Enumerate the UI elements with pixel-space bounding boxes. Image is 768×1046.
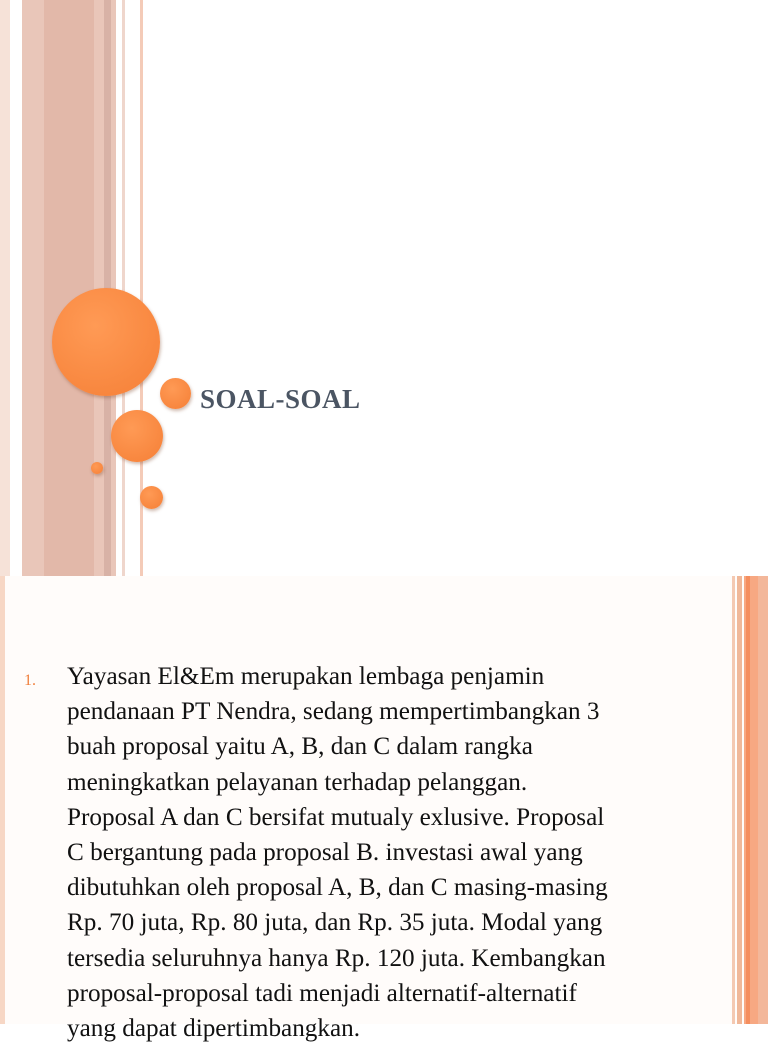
decor-line (746, 576, 750, 1024)
text-line: Yayasan El&Em merupakan lembaga penjamin (67, 663, 545, 690)
decor-circle-large (52, 288, 160, 396)
decor-circle-tiny (91, 462, 103, 474)
decor-circle-medium (111, 410, 163, 462)
decor-line (737, 576, 742, 1024)
text-line: meningkatkan pelayanan terhadap pelanggan. (67, 768, 528, 796)
text-line: pendanaan PT Nendra, sedang mempertimbangkan 3 (67, 698, 600, 726)
slide-title: SOAL-SOAL (200, 384, 361, 414)
text-line: yang dapat dipertimbangkan. (67, 1015, 361, 1043)
text-line: C bergantung pada proposal B. investasi awal yang (67, 839, 583, 867)
text-line: buah proposal yaitu A, B, dan C dalam rangka (67, 733, 533, 761)
decor-circle-small (160, 378, 191, 409)
text-line: dibutuhkan oleh proposal A, B, dan C masing-masing (67, 874, 608, 902)
decor-stripe (0, 576, 5, 1024)
list-item-text (67, 659, 707, 1046)
list-item-number: 1. (24, 672, 36, 689)
decor-line (758, 576, 768, 1024)
decor-band-inner (44, 0, 94, 576)
decor-stripe (0, 0, 10, 576)
decor-line (732, 576, 735, 1024)
decor-line (122, 0, 125, 576)
content-slide (0, 576, 768, 1043)
text-line: proposal-proposal tadi menjadi alternatif-alternatif (67, 979, 577, 1007)
decor-circle-small (140, 486, 163, 509)
text-line: Rp. 70 juta, Rp. 80 juta, dan Rp. 35 juta. Modal yang (67, 909, 603, 937)
text-line: tersedia seluruhnya hanya Rp. 120 juta. Kembangkan (67, 944, 606, 972)
text-line: Proposal A dan C bersifat mutualy exlusive. Proposal (67, 803, 605, 831)
